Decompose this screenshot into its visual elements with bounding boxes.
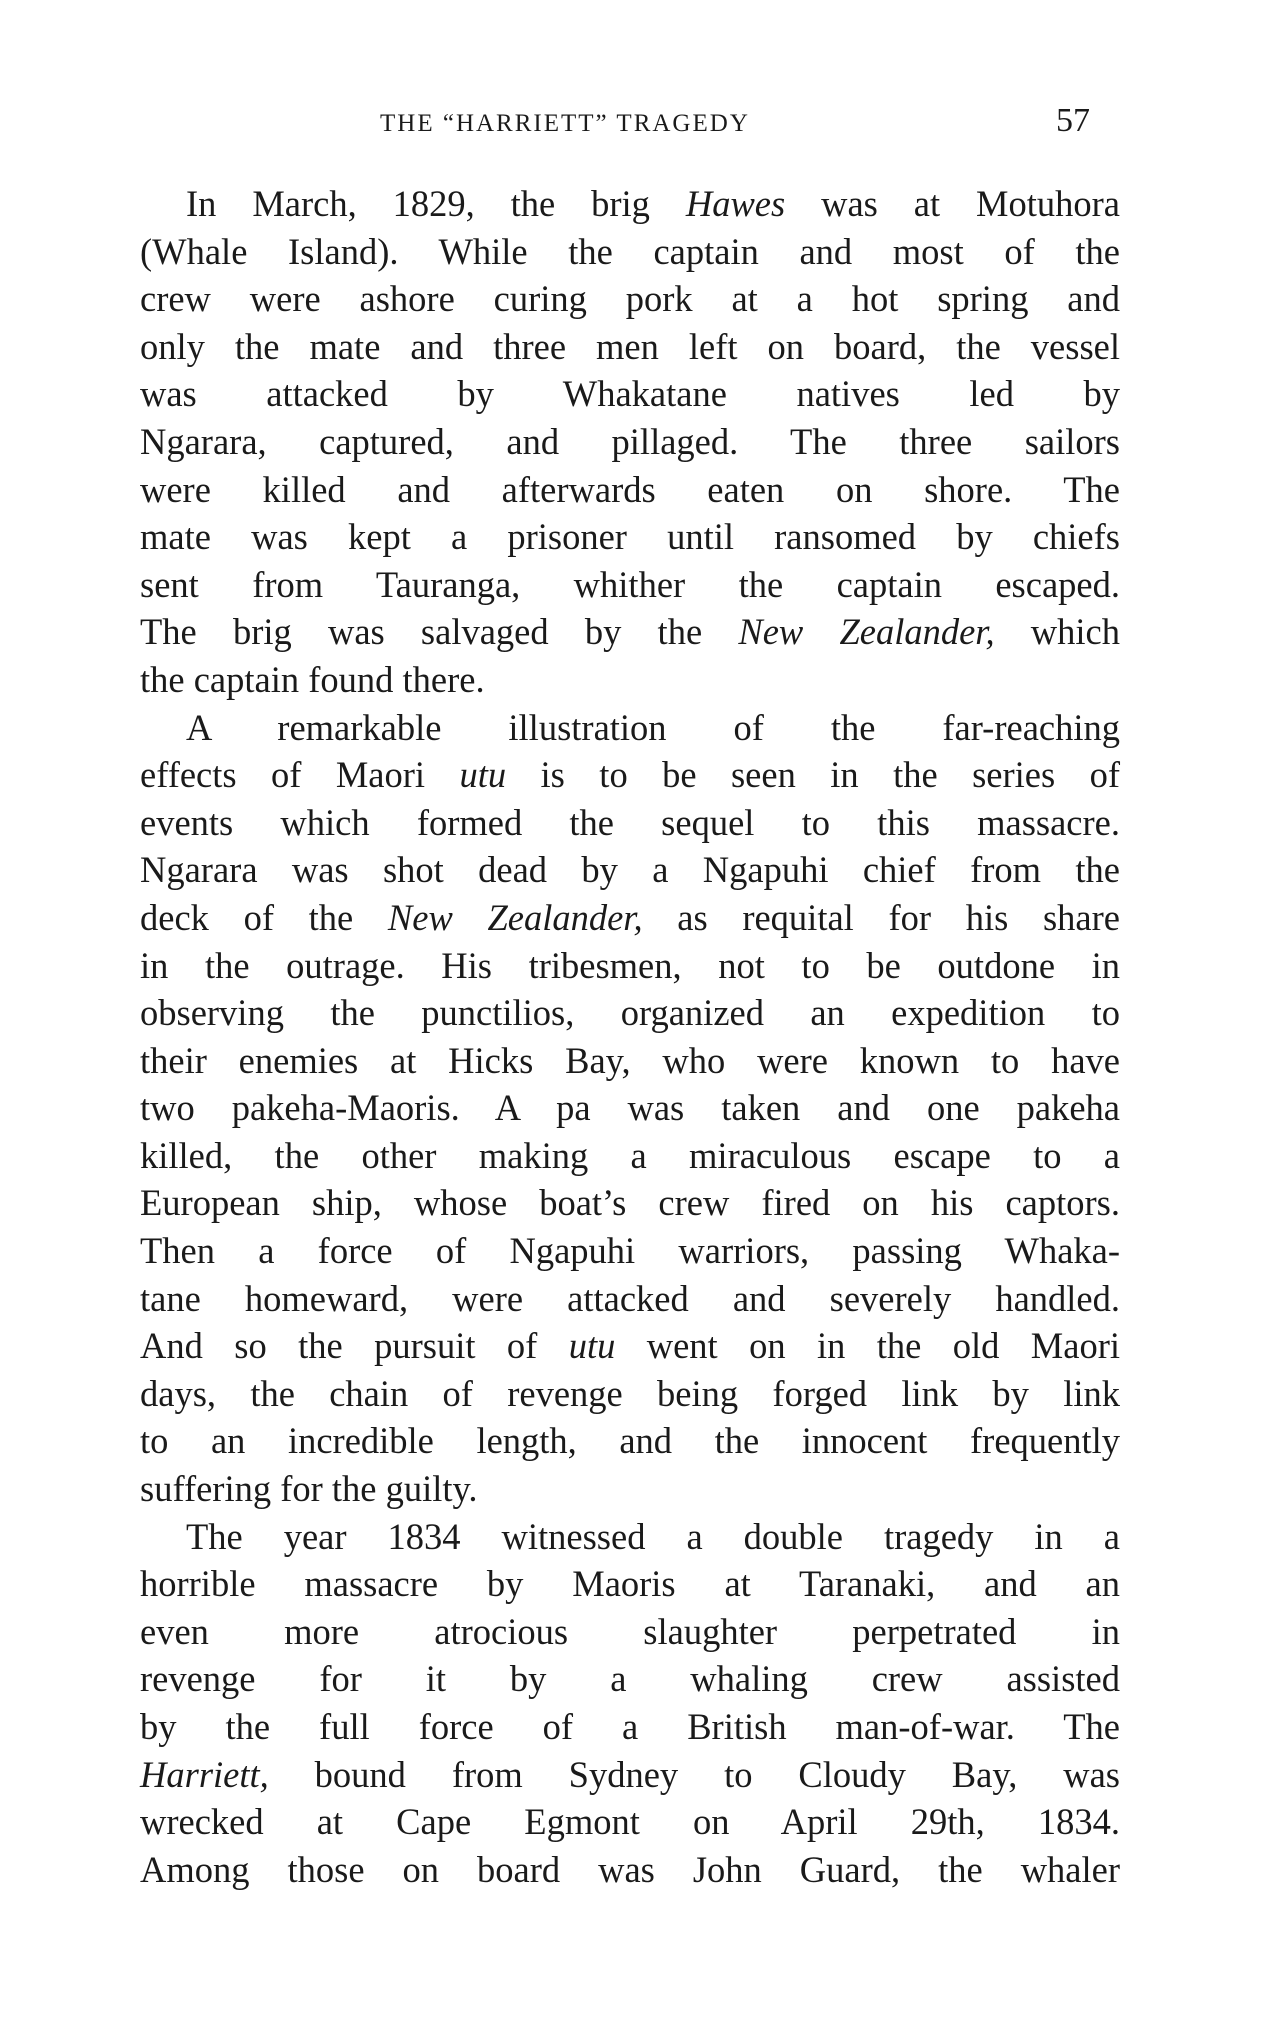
page-header [140,102,1120,142]
text-line [140,1846,1120,1894]
text-line [140,1417,1120,1465]
text-line [140,418,1120,466]
paragraph [140,1513,1120,1894]
text-run: days, the chain of revenge being forged link by link [140,1372,1120,1414]
text-run: was at Motuhora [785,183,1120,224]
text-run: The brig was salvaged by the [140,611,739,653]
text-run: were killed and afterwards eaten on shore. The [140,468,1120,510]
text-line [140,894,1120,942]
text-run: events which formed the sequel to this massacre. [140,801,1120,843]
text-run: bound from Sydney to Cloudy Bay, was [268,1753,1120,1795]
text-line [140,751,1120,799]
text-run: sent from Tauranga, whither the captain escaped. [140,563,1120,605]
text-line [140,370,1120,418]
text-line [140,704,1120,752]
italic-text: utu [568,1325,616,1367]
text-line [140,846,1120,894]
text-line [140,1465,1120,1513]
text-run: horrible massacre by Maoris at Taranaki, and an [140,1563,1120,1605]
text-line [140,513,1120,561]
text-run: went on in the old Maori [615,1325,1120,1367]
text-line [140,1322,1120,1370]
text-run: Ngarara, captured, and pillaged. The three sailors [140,420,1120,462]
italic-text: Harriett, [140,1753,269,1795]
text-run: Ngarara was shot dead by a Ngapuhi chief from the [140,849,1120,891]
text-line [140,1275,1120,1323]
text-run: revenge for it by a whaling crew assisted [140,1658,1120,1700]
text-line [140,1227,1120,1275]
text-run: two pakeha-Maoris. A pa was taken and one pakeha [140,1087,1120,1129]
text-run: in the outrage. His tribesmen, not to be outdone in [140,944,1120,986]
text-line [140,466,1120,514]
page-number: 57 [1056,102,1090,139]
text-run: The year 1834 witnessed a double tragedy in a [186,1515,1120,1557]
text-run: killed, the other making a miraculous escape to a [140,1134,1120,1176]
text-run: deck of the [140,896,388,938]
body-text [140,180,1120,1893]
italic-text: utu [459,754,507,796]
text-line [140,1037,1120,1085]
text-line [140,561,1120,609]
text-line [140,656,1120,704]
text-line [140,1798,1120,1846]
text-run: only the mate and three men left on board, the vessel [140,325,1120,367]
text-run: tane homeward, were attacked and severely handled. [140,1277,1120,1319]
text-line [140,1179,1120,1227]
text-run: crew were ashore curing pork at a hot spring and [140,278,1120,320]
running-head: THE “HARRIETT” TRAGEDY [380,110,750,137]
text-run: A remarkable illustration of the far-reaching [186,706,1120,748]
text-line [140,275,1120,323]
text-line [140,1084,1120,1132]
text-run: to an incredible length, and the innocent frequently [140,1420,1120,1462]
italic-text: New Zealander, [738,611,995,653]
text-run: mate was kept a prisoner until ransomed by chiefs [140,516,1120,558]
text-run: observing the punctilios, organized an expedition to [140,992,1120,1034]
text-line [140,228,1120,276]
text-run: which [994,611,1121,653]
text-line [140,1132,1120,1180]
text-run: Then a force of Ngapuhi warriors, passing Whaka- [140,1230,1120,1272]
text-run: the captain found there. [140,658,485,700]
italic-text: New Zealander, [387,896,643,938]
text-line [140,1370,1120,1418]
text-line [140,180,1120,228]
text-run: their enemies at Hicks Bay, who were known to have [140,1039,1120,1081]
text-run: wrecked at Cape Egmont on April 29th, 1834. [140,1801,1120,1843]
text-run: effects of Maori [140,754,460,796]
text-run: In March, 1829, the brig [186,183,686,224]
text-run: is to be seen in the series of [506,754,1120,796]
italic-text: Hawes [685,183,786,224]
text-line [140,1751,1120,1799]
text-run: suffering for the guilty. [140,1468,478,1510]
text-line [140,323,1120,371]
text-run: (Whale Island). While the captain and most of the [140,230,1120,272]
text-run: Among those on board was John Guard, the whaler [140,1848,1120,1890]
text-line [140,1608,1120,1656]
text-line [140,799,1120,847]
text-line [140,942,1120,990]
paragraph [140,704,1120,1513]
text-run: as requital for his share [642,896,1120,938]
text-line [140,1560,1120,1608]
text-line [140,1513,1120,1561]
text-line [140,608,1120,656]
text-line [140,1703,1120,1751]
text-run: And so the pursuit of [140,1325,569,1367]
paragraph [140,180,1120,704]
text-run: was attacked by Whakatane natives led by [140,373,1120,415]
text-line [140,1655,1120,1703]
text-run: by the full force of a British man-of-war. The [140,1706,1120,1747]
text-line [140,989,1120,1037]
text-run: even more atrocious slaughter perpetrated in [140,1610,1120,1652]
text-run: European ship, whose boat’s crew fired on his captors. [140,1182,1120,1224]
